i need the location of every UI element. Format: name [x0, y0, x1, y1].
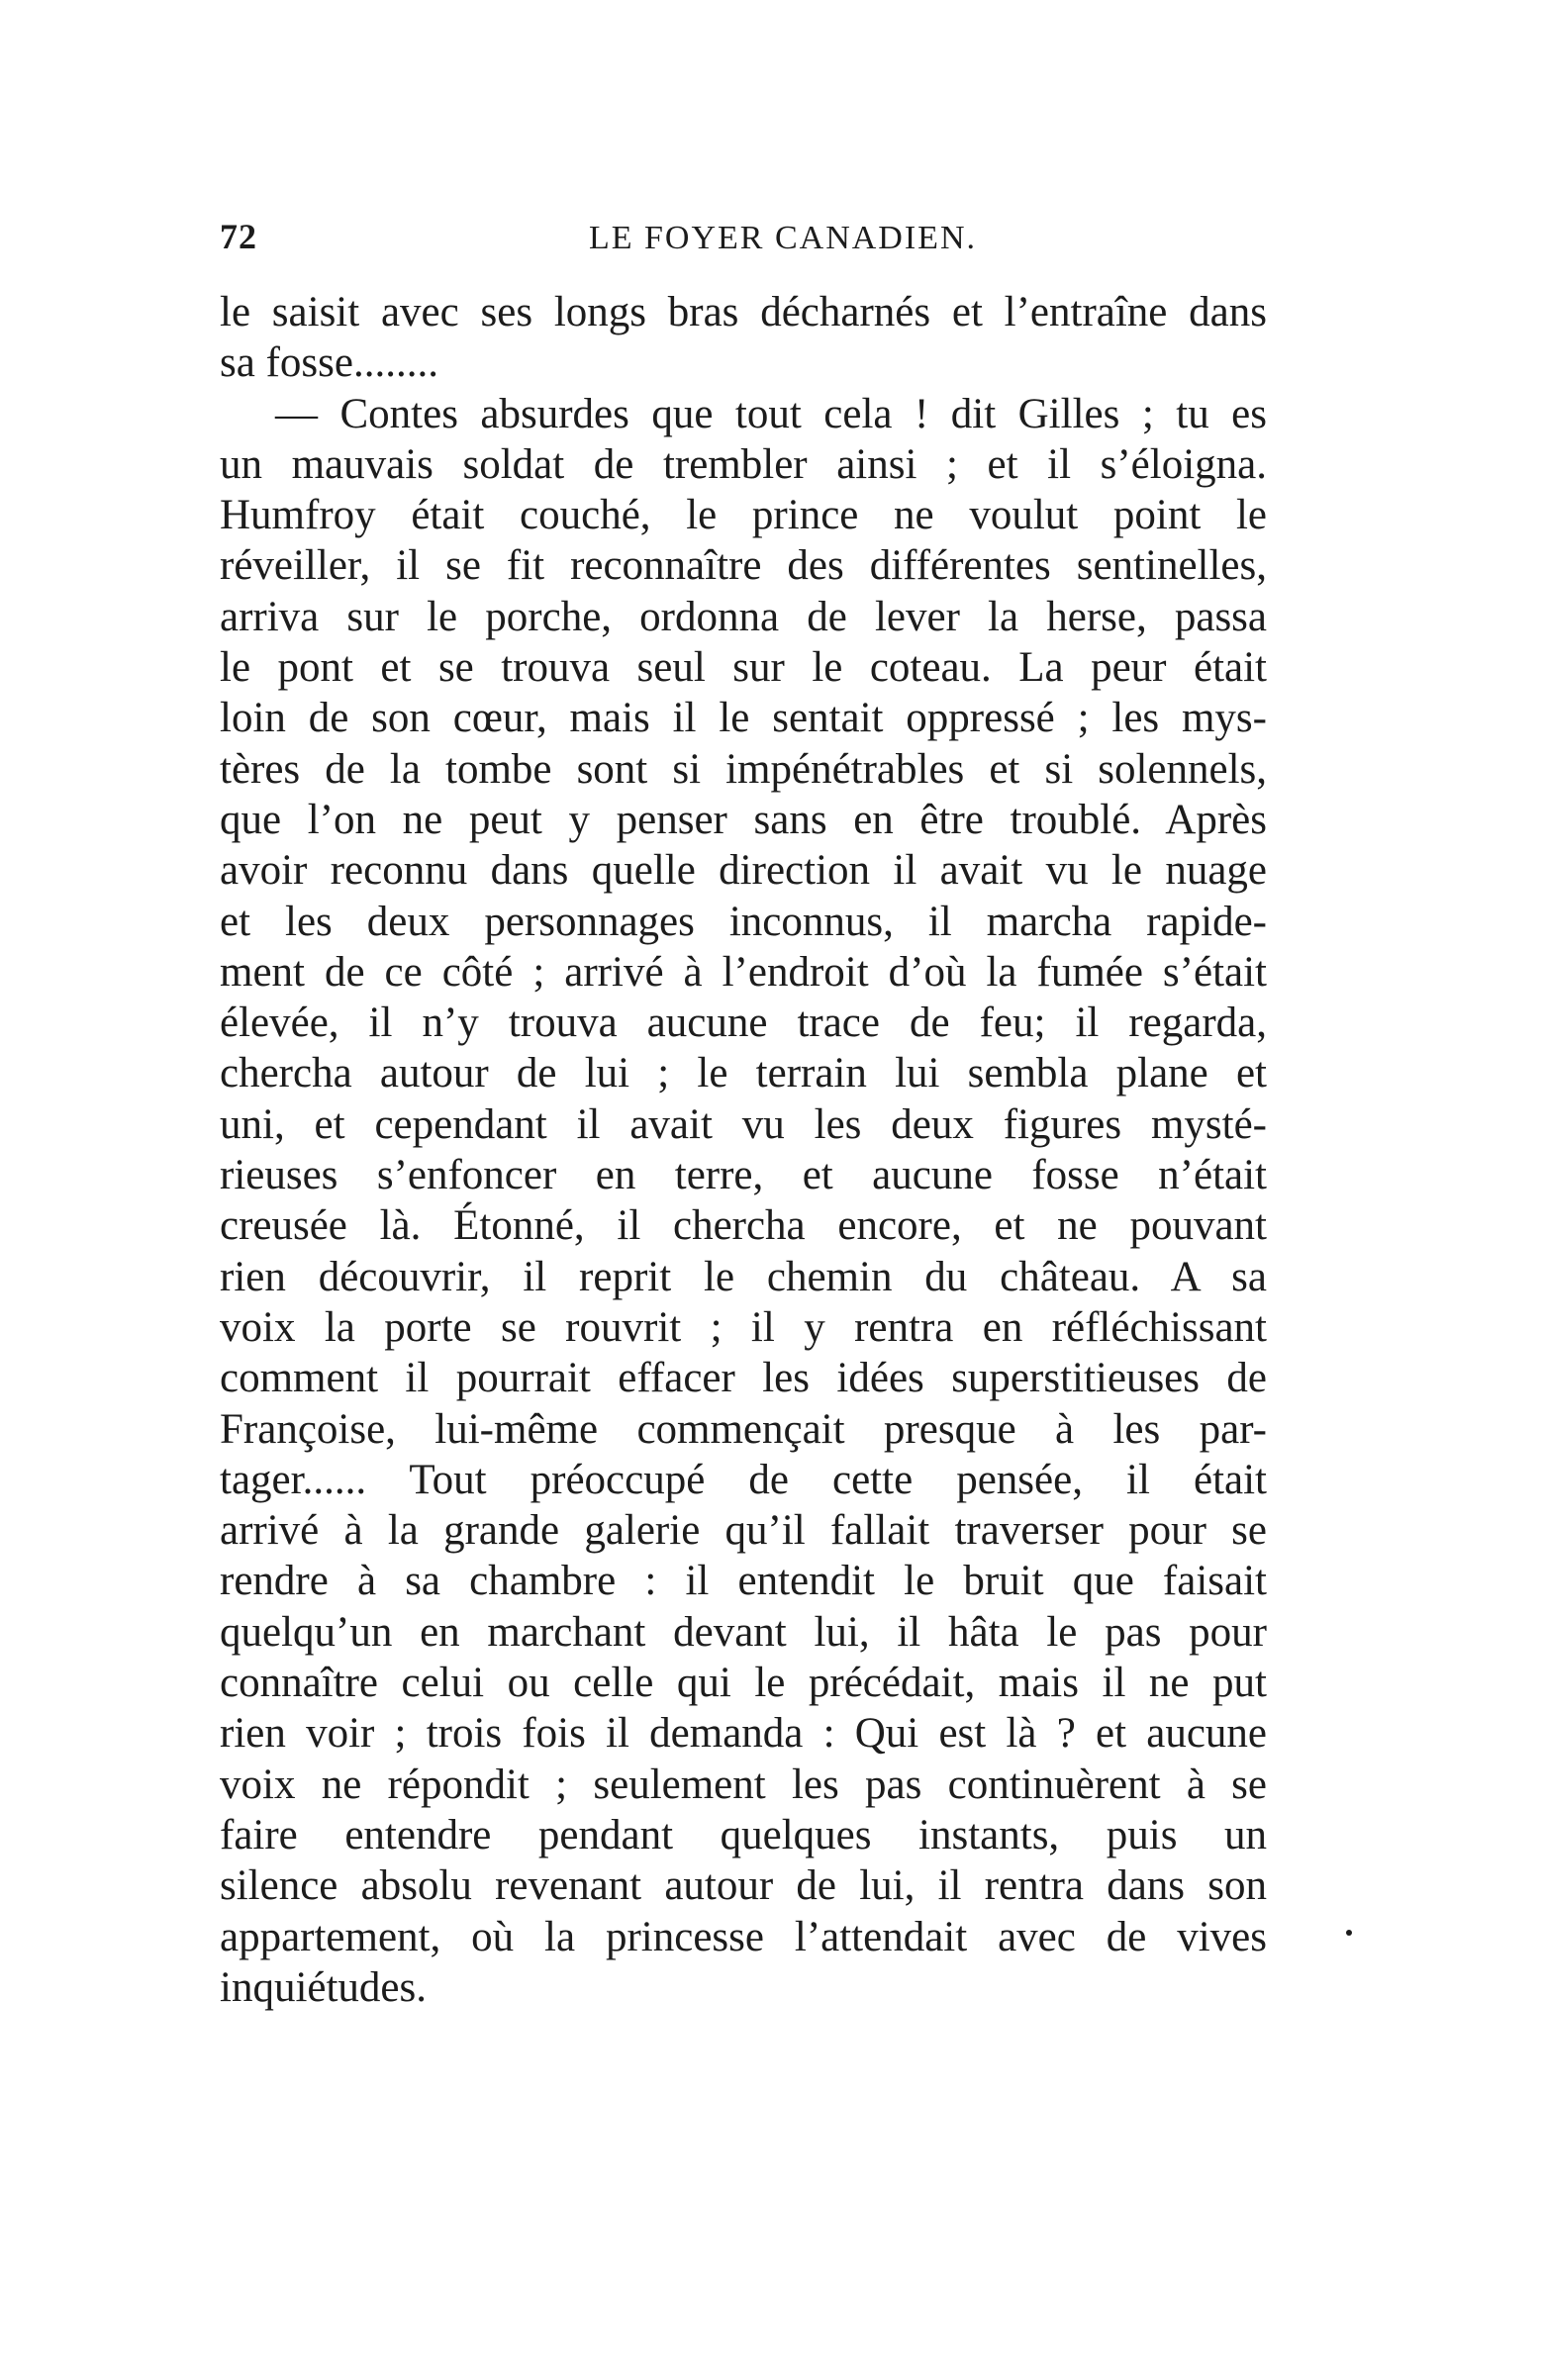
text-line: faire entendre pendant quelques instants, puis un	[220, 1811, 1267, 1858]
text-line: arrivé à la grande galerie qu’il fallait traverser pour se	[220, 1507, 1267, 1555]
text-line: rendre à sa chambre : il entendit le bruit que faisait	[220, 1558, 1267, 1605]
text-line: sa fosse........	[220, 339, 438, 387]
text-line: le saisit avec ses longs bras décharnés et l’entraîne dans	[220, 289, 1267, 335]
text-line: avoir reconnu dans quelle direction il avait vu le nuage	[220, 847, 1267, 895]
body-text	[220, 287, 1267, 2013]
text-line: rieuses s’enfoncer en terre, et aucune fosse n’était	[220, 1152, 1267, 1199]
text-line: rien découvrir, il reprit le chemin du château. A sa	[220, 1253, 1267, 1300]
text-line: voix ne répondit ; seulement les pas continuèrent à se	[220, 1761, 1267, 1808]
text-line: loin de son cœur, mais il le sentait oppressé ; les mys-	[220, 695, 1267, 742]
text-line: Françoise, lui-même commençait presque à les par-	[220, 1405, 1267, 1453]
text-line: creusée là. Étonné, il chercha encore, et ne pouvant	[220, 1202, 1267, 1250]
text-line: quelqu’un en marchant devant lui, il hâta le pas pour	[220, 1608, 1267, 1656]
text-line: appartement, où la princesse l’attendait avec de vives	[220, 1913, 1267, 1960]
text-line: élevée, il n’y trouva aucune trace de feu; il regarda,	[220, 1000, 1267, 1047]
text-line: Humfroy était couché, le prince ne voulut point le	[220, 492, 1267, 539]
text-line: silence absolu revenant autour de lui, il rentra dans son	[220, 1862, 1267, 1910]
text-line: un mauvais soldat de trembler ainsi ; et il s’éloigna.	[220, 440, 1267, 488]
text-line: et les deux personnages inconnus, il marcha rapide-	[220, 898, 1267, 945]
text-line: inquiétudes.	[220, 1963, 427, 2011]
text-line: le pont et se trouva seul sur le coteau. La peur était	[220, 644, 1267, 692]
text-line: rien voir ; trois fois il demanda : Qui est là ? et aucune	[220, 1710, 1267, 1758]
text-line: que l’on ne peut y penser sans en être troublé. Après	[220, 796, 1267, 843]
text-line: tager...... Tout préoccupé de cette pensée, il était	[220, 1456, 1267, 1503]
page-number: 72	[220, 217, 257, 256]
text-line: chercha autour de lui ; le terrain lui sembla plane et	[220, 1050, 1267, 1097]
running-head: LE FOYER CANADIEN.	[588, 220, 978, 256]
text-line: voix la porte se rouvrit ; il y rentra en réfléchissant	[220, 1303, 1267, 1351]
ink-speck	[1346, 1930, 1352, 1936]
text-line: comment il pourrait effacer les idées superstitieuses de	[220, 1355, 1267, 1402]
text-line: ment de ce côté ; arrivé à l’endroit d’où la fumée s’était	[220, 948, 1267, 996]
text-line: uni, et cependant il avait vu les deux figures mysté-	[220, 1100, 1267, 1148]
text-line: réveiller, il se fit reconnaître des différentes sentinelles,	[220, 542, 1267, 590]
text-line: tères de la tombe sont si impénétrables et si solennels,	[220, 745, 1267, 793]
text-line: — Contes absurdes que tout cela ! dit Gilles ; tu es	[275, 390, 1267, 437]
text-line: connaître celui ou celle qui le précédait, mais il ne put	[220, 1660, 1267, 1707]
text-line: arriva sur le porche, ordonna de lever la herse, passa	[220, 593, 1267, 640]
page-header	[220, 216, 1267, 265]
